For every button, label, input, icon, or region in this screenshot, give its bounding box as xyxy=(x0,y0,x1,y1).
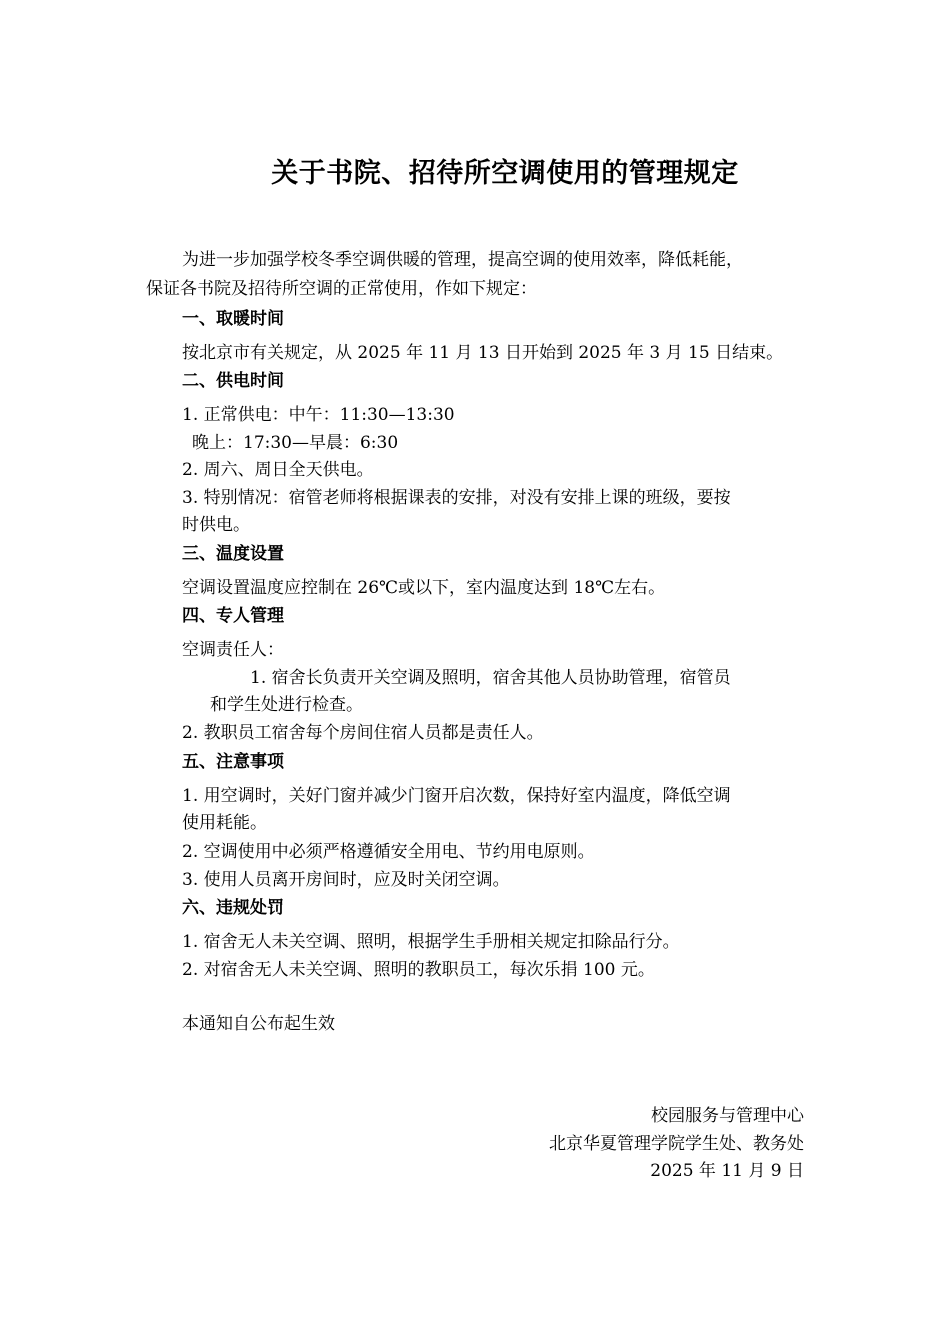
heating-time-text: 按北京市有关规定，从 2025 年 11 月 13 日开始到 2025 年 3 月 15 日结束。 xyxy=(182,343,784,363)
power-item-2: 2. 周六、周日全天供电。 xyxy=(182,460,374,480)
section-heading-notes: 五、注意事项 xyxy=(182,752,284,772)
signature-date: 2025 年 11 月 9 日 xyxy=(650,1161,804,1181)
section-heading-penalties: 六、违规处罚 xyxy=(182,898,284,918)
penalty-item-2: 2. 对宿舍无人未关空调、照明的教职员工，每次乐捐 100 元。 xyxy=(182,960,655,980)
power-item-1: 1. 正常供电：中午：11:30—13:30 xyxy=(182,405,455,425)
intro-line-2: 保证各书院及招待所空调的正常使用，作如下规定： xyxy=(146,279,537,299)
management-item-1-line-1: 1. 宿舍长负责开关空调及照明，宿舍其他人员协助管理，宿管员 xyxy=(250,668,731,688)
section-heading-management: 四、专人管理 xyxy=(182,606,284,626)
management-item-2: 2. 教职员工宿舍每个房间住宿人员都是责任人。 xyxy=(182,723,544,743)
notes-item-2: 2. 空调使用中必须严格遵循安全用电、节约用电原则。 xyxy=(182,842,595,862)
notes-item-1-line-2: 使用耗能。 xyxy=(182,813,267,833)
notes-item-1-line-1: 1. 用空调时，关好门窗并减少门窗开启次数，保持好室内温度，降低空调 xyxy=(182,786,731,806)
power-item-3-line-1: 3. 特别情况：宿管老师将根据课表的安排，对没有安排上课的班级，要按 xyxy=(182,488,731,508)
closing-statement: 本通知自公布起生效 xyxy=(182,1014,335,1034)
notes-item-3: 3. 使用人员离开房间时，应及时关闭空调。 xyxy=(182,870,510,890)
signature-org-1: 校园服务与管理中心 xyxy=(651,1106,804,1126)
management-responsible-label: 空调责任人： xyxy=(182,640,284,660)
temperature-text: 空调设置温度应控制在 26℃或以下，室内温度达到 18℃左右。 xyxy=(182,578,666,598)
power-item-3-line-2: 时供电。 xyxy=(182,515,250,535)
power-item-1-evening: 晚上：17:30—早晨：6:30 xyxy=(192,433,399,453)
penalty-item-1: 1. 宿舍无人未关空调、照明，根据学生手册相关规定扣除品行分。 xyxy=(182,932,680,952)
section-heading-heating-time: 一、取暖时间 xyxy=(182,309,284,329)
intro-line-1: 为进一步加强学校冬季空调供暖的管理，提高空调的使用效率，降低耗能， xyxy=(182,250,743,270)
signature-org-2: 北京华夏管理学院学生处、教务处 xyxy=(549,1134,804,1154)
management-item-1-line-2: 和学生处进行检查。 xyxy=(210,695,363,715)
section-heading-power-time: 二、供电时间 xyxy=(182,371,284,391)
page-title: 关于书院、招待所空调使用的管理规定 xyxy=(271,158,739,189)
section-heading-temperature: 三、温度设置 xyxy=(182,544,284,564)
